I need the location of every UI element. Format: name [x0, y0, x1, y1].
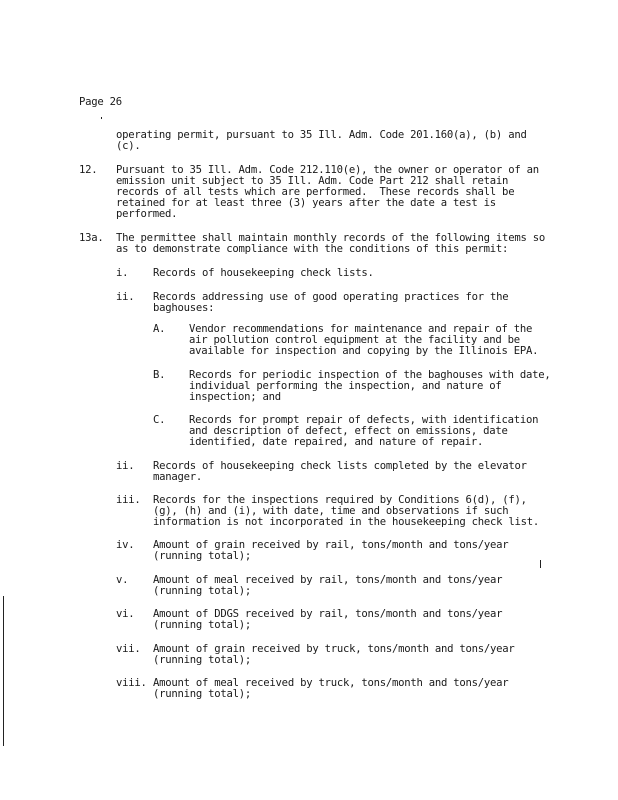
sub-B-line-1: Records for periodic inspection of the baghouses with date,: [189, 369, 551, 381]
sub-C-line-3: identified, date repaired, and nature of repair.: [189, 436, 484, 448]
item-13a-line-2: as to demonstrate compliance with the conditions of this permit:: [116, 243, 509, 255]
right-scan-speck: [540, 560, 541, 568]
sub-iii-number: iii.: [116, 494, 141, 506]
sub-iv-line-2: (running total);: [153, 550, 252, 562]
item-12-line-3: records of all tests which are performed. These records shall be: [116, 186, 515, 198]
sub-ii-b-number: ii.: [116, 460, 135, 472]
item-13a-line-1: The permittee shall maintain monthly records of the following items so: [116, 232, 545, 244]
sub-ii-line-1: Records addressing use of good operating practices for the: [153, 291, 509, 303]
item-12-line-1: Pursuant to 35 Ill. Adm. Code 212.110(e), the owner or operator of an: [116, 164, 539, 176]
left-scan-edge-mark: [3, 596, 4, 746]
sub-B-line-2: individual performing the inspection, and nature of: [189, 380, 502, 392]
continuation-line-2: (c).: [116, 140, 141, 152]
sub-v-line-1: Amount of meal received by rail, tons/month and tons/year: [153, 574, 503, 586]
sub-C-number: C.: [153, 414, 166, 426]
sub-i-number: i.: [116, 267, 129, 279]
sub-ii-number: ii.: [116, 291, 135, 303]
sub-iii-line-3: information is not incorporated in the housekeeping check list.: [153, 516, 540, 528]
item-12-line-4: retained for at least three (3) years after the date a test is: [116, 197, 496, 209]
continuation-line-1: operating permit, pursuant to 35 Ill. Adm. Code 201.160(a), (b) and: [116, 129, 527, 141]
sub-vii-line-1: Amount of grain received by truck, tons/month and tons/year: [153, 643, 515, 655]
sub-ii-line-2: baghouses:: [153, 302, 215, 314]
sub-i-line-1: Records of housekeeping check lists.: [153, 267, 374, 279]
sub-B-line-3: inspection; and: [189, 391, 281, 403]
sub-viii-line-2: (running total);: [153, 688, 252, 700]
item-13a-number: 13a.: [79, 232, 104, 244]
sub-v-line-2: (running total);: [153, 585, 252, 597]
sub-A-line-2: air pollution control equipment at the facility and be: [189, 334, 520, 346]
sub-vii-line-2: (running total);: [153, 654, 252, 666]
page-header-label: Page 26: [79, 96, 122, 108]
sub-C-line-2: and description of defect, effect on emissions, date: [189, 425, 508, 437]
item-12-line-5: performed.: [116, 208, 178, 220]
sub-iv-line-1: Amount of grain received by rail, tons/month and tons/year: [153, 539, 509, 551]
sub-A-number: A.: [153, 323, 166, 335]
sub-viii-number: viii.: [116, 677, 147, 689]
sub-iii-line-1: Records for the inspections required by Conditions 6(d), (f),: [153, 494, 527, 506]
sub-B-number: B.: [153, 369, 166, 381]
sub-v-number: v.: [116, 574, 129, 586]
sub-ii-b-line-1: Records of housekeeping check lists completed by the elevator: [153, 460, 527, 472]
sub-vi-line-2: (running total);: [153, 619, 252, 631]
sub-C-line-1: Records for prompt repair of defects, with identification: [189, 414, 539, 426]
sub-iv-number: iv.: [116, 539, 135, 551]
sub-vi-number: vi.: [116, 608, 135, 620]
sub-A-line-1: Vendor recommendations for maintenance and repair of the: [189, 323, 533, 335]
center-scan-speck: [101, 117, 102, 119]
sub-ii-b-line-2: manager.: [153, 471, 203, 483]
sub-iii-line-2: (g), (h) and (i), with date, time and observations if such: [153, 505, 509, 517]
item-12-number: 12.: [79, 164, 98, 176]
item-12-line-2: emission unit subject to 35 Ill. Adm. Code Part 212 shall retain: [116, 175, 509, 187]
sub-A-line-3: available for inspection and copying by the Illinois EPA.: [189, 345, 539, 357]
sub-viii-line-1: Amount of meal received by truck, tons/month and tons/year: [153, 677, 509, 689]
sub-vii-number: vii.: [116, 643, 141, 655]
sub-vi-line-1: Amount of DDGS received by rail, tons/month and tons/year: [153, 608, 503, 620]
